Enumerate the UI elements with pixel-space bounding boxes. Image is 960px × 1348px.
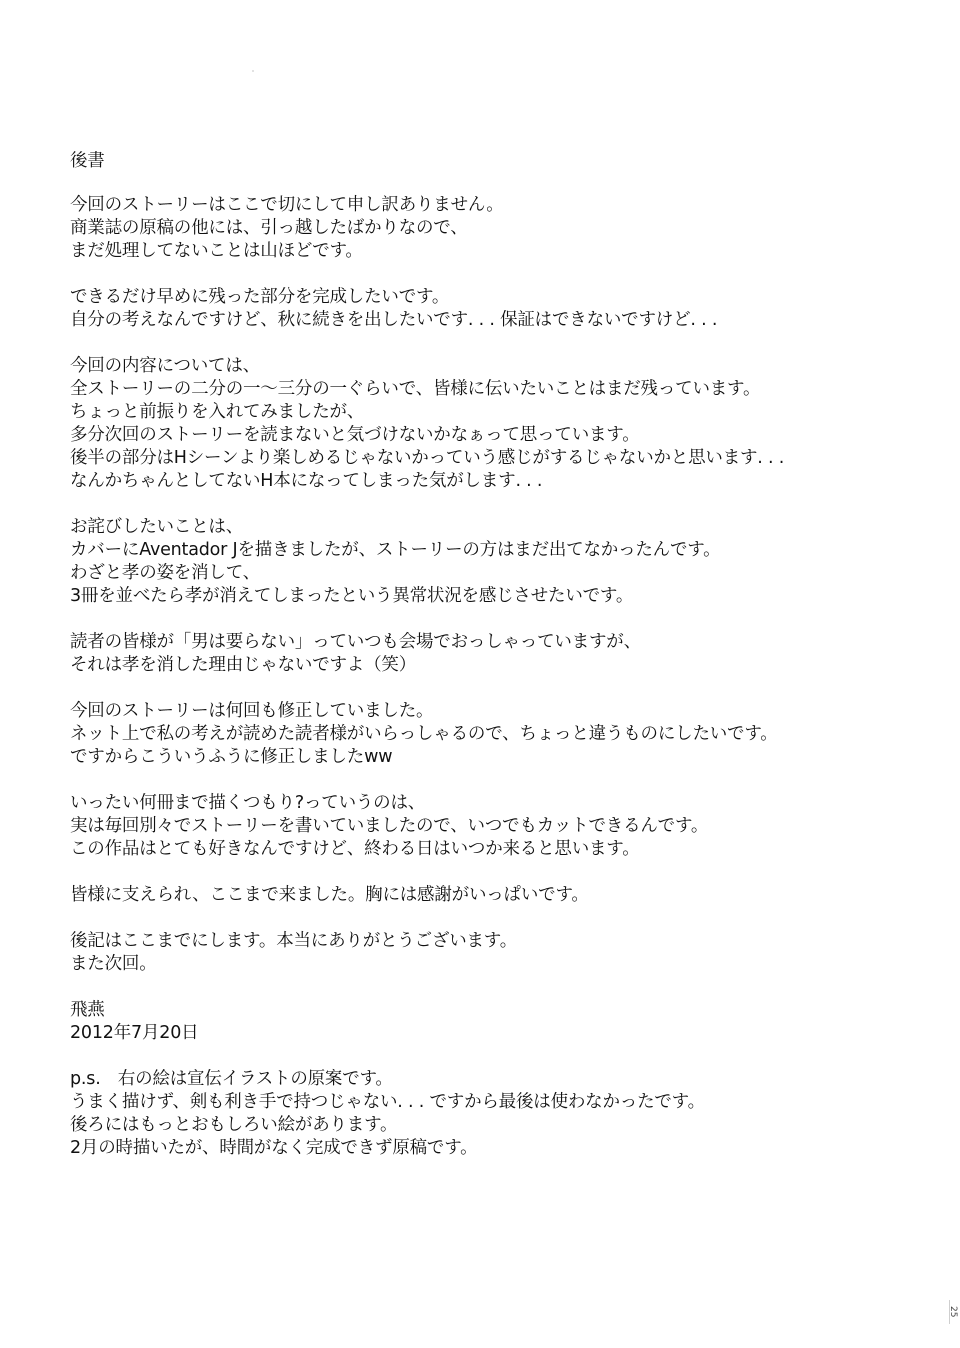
afterword-title: 後書 (70, 151, 105, 171)
page-number: 25 (948, 1306, 958, 1318)
text-line: 後半の部分はHシーンより楽しめるじゃないかっていう感じがするじゃないかと思います. . . (70, 448, 785, 468)
text-line: 今回のストーリーはここで切にして申し訳ありません。 (70, 195, 504, 215)
paragraph-series-length (70, 792, 930, 861)
text-line: 多分次回のストーリーを読まないと気づけないかなぁって思っています。 (70, 425, 640, 445)
text-line: p.s. 右の絵は宣伝イラストの原案です。 (70, 1069, 393, 1089)
text-line: 今回の内容については、 (70, 356, 260, 376)
text-line: 読者の皆様が「男は要らない」っていつも会場でおっしゃっていますが、 (70, 632, 641, 652)
text-line: カバーにAventador Jを描きましたが、ストーリーの方はまだ出てなかったんです。 (70, 540, 721, 560)
text-line: 今回のストーリーは何回も修正していました。 (70, 701, 434, 721)
paragraph-thanks (70, 884, 930, 907)
text-line: お詫びしたいことは、 (70, 517, 243, 537)
scan-speck (252, 70, 254, 72)
author-name: 飛燕 (70, 1000, 105, 1020)
signature-date: 2012年7月20日 (70, 1023, 199, 1043)
text-line: いったい何冊まで描くつもり?っていうのは、 (70, 793, 426, 813)
text-line: 全ストーリーの二分の一～三分の一ぐらいで、皆様に伝いたいことはまだ残っています。 (70, 379, 761, 399)
text-line: また次回。 (70, 954, 157, 974)
signature-block (70, 999, 930, 1045)
paragraph-reader-comment (70, 631, 930, 677)
text-line: うまく描けず、剣も利き手で持つじゃない. . . ですから最後は使わなかったです。 (70, 1092, 705, 1112)
text-line: なんかちゃんとしてないH本になってしまった気がします. . . (70, 471, 543, 491)
paragraph-revision (70, 700, 930, 769)
text-line: それは孝を消した理由じゃないですよ（笑） (70, 655, 416, 675)
paragraph-apology (70, 194, 930, 263)
text-line: できるだけ早めに残った部分を完成したいです。 (70, 287, 450, 307)
paragraph-postscript (70, 1068, 930, 1160)
text-line: わざと孝の姿を消して、 (70, 563, 260, 583)
text-line: この作品はとても好きなんですけど、終わる日はいつか来ると思います。 (70, 839, 640, 859)
text-line: 自分の考えなんですけど、秋に続きを出したいです. . . 保証はできないですけど. . . (70, 310, 718, 330)
text-line: ですからこういうふうに修正しましたww (70, 747, 393, 767)
afterword-content (70, 150, 930, 1183)
text-line: 実は毎回別々でストーリーを書いていましたので、いつでもカットできるんです。 (70, 816, 709, 836)
paragraph-content-notes (70, 355, 930, 493)
text-line: まだ処理してないことは山ほどです。 (70, 241, 363, 261)
text-line: 2月の時描いたが、時間がなく完成できず原稿です。 (70, 1138, 478, 1158)
paragraph-closing (70, 930, 930, 976)
paragraph-cover-note (70, 516, 930, 608)
paragraph-plan (70, 286, 930, 332)
text-line: 後ろにはもっとおもしろい絵があります。 (70, 1115, 398, 1135)
text-line: 商業誌の原稿の他には、引っ越したばかりなので、 (70, 218, 468, 238)
text-line: 3冊を並べたら孝が消えてしまったという異常状況を感じさせたいです。 (70, 586, 634, 606)
text-line: 皆様に支えられ、ここまで来ました。胸には感謝がいっぱいです。 (70, 885, 589, 905)
text-line: ネット上で私の考えが読めた読者様がいらっしゃるので、ちょっと違うものにしたいです。 (70, 724, 778, 744)
text-line: 後記はここまでにします。本当にありがとうございます。 (70, 931, 517, 951)
text-line: ちょっと前振りを入れてみましたが、 (70, 402, 365, 422)
